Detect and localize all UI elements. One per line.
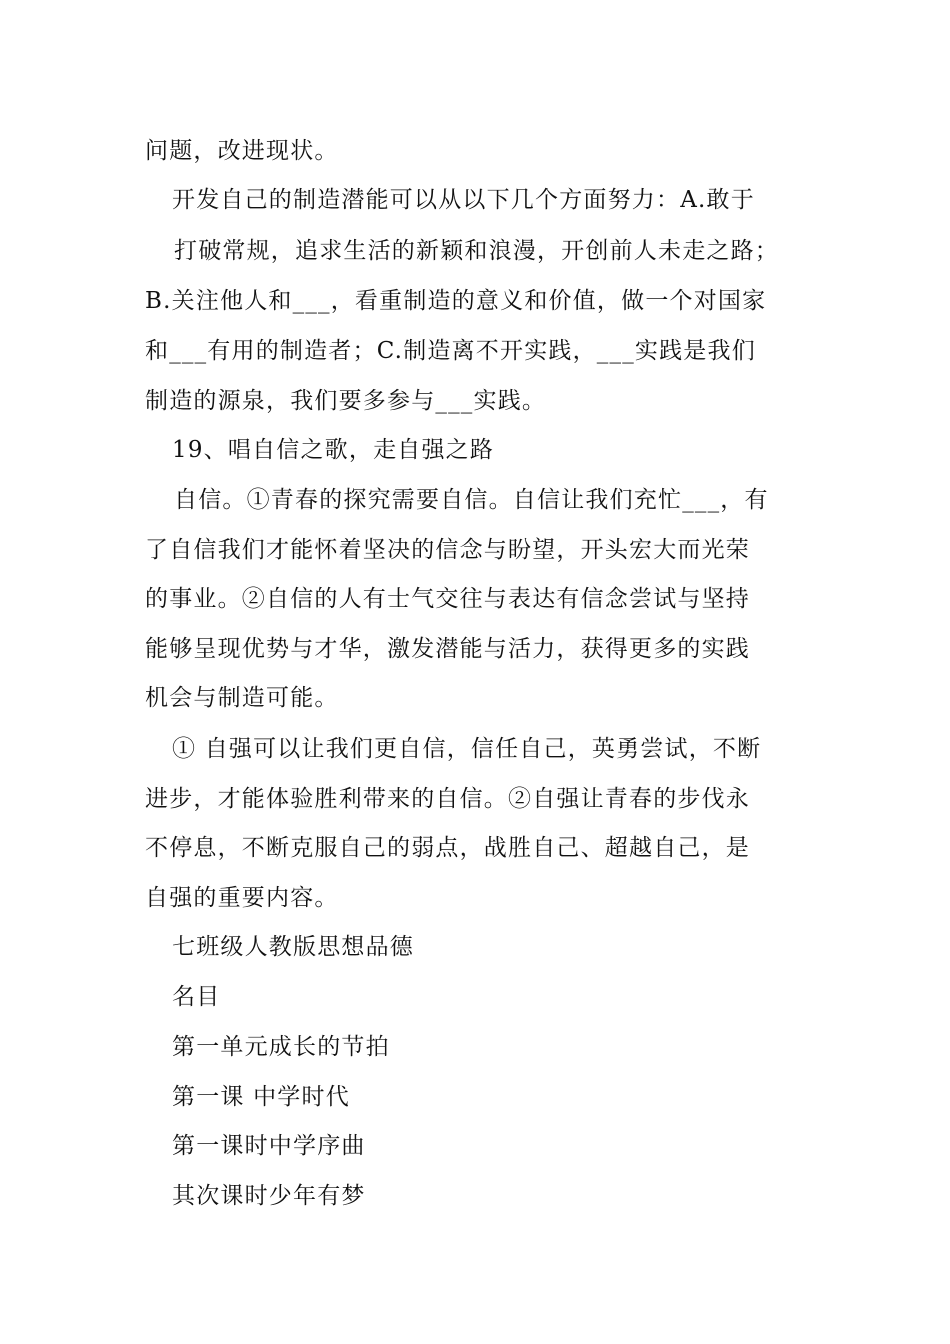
- text-line: 进步，才能体验胜利带来的自信。②自强让青春的步伐永: [145, 786, 750, 812]
- toc-item: 第一单元成长的节拍: [172, 1034, 390, 1060]
- text-line: 能够呈现优势与才华，激发潜能与活力，获得更多的实践: [145, 636, 750, 662]
- text-line: B.关注他人和___，看重制造的意义和价值，做一个对国家: [145, 288, 767, 314]
- text-line: ① 自强可以让我们更自信，信任自己，英勇尝试，不断: [172, 736, 762, 762]
- toc-item: 其次课时少年有梦: [172, 1183, 366, 1209]
- text-line: 不停息，不断克服自己的弱点，战胜自己、超越自己，是: [145, 835, 750, 861]
- text-line: 问题，改进现状。: [145, 138, 339, 164]
- text-line: 的事业。②自信的人有士气交往与表达有信念尝试与坚持: [145, 586, 750, 612]
- text-line: 开发自己的制造潜能可以从以下几个方面努力：A.敢于: [172, 187, 755, 213]
- text-line: 自信。①青春的探究需要自信。自信让我们充忙___，有: [174, 487, 769, 513]
- section-heading: 19、唱自信之歌，走自强之路: [172, 437, 495, 463]
- text-line: 和___有用的制造者；C.制造离不开实践，___实践是我们: [145, 338, 756, 364]
- toc-title: 七班级人教版思想品德: [172, 934, 414, 960]
- text-line: 制造的源泉，我们要多参与___实践。: [145, 388, 547, 414]
- text-line: 自强的重要内容。: [145, 885, 339, 911]
- text-line: 了自信我们才能怀着坚决的信念与盼望，开头宏大而光荣: [145, 537, 750, 563]
- toc-heading: 名目: [172, 984, 221, 1010]
- toc-item: 第一课 中学时代: [172, 1084, 350, 1110]
- toc-item: 第一课时中学序曲: [172, 1133, 366, 1159]
- text-line: 机会与制造可能。: [145, 685, 339, 711]
- text-line: 打破常规，追求生活的新颖和浪漫，开创前人未走之路；: [174, 238, 779, 264]
